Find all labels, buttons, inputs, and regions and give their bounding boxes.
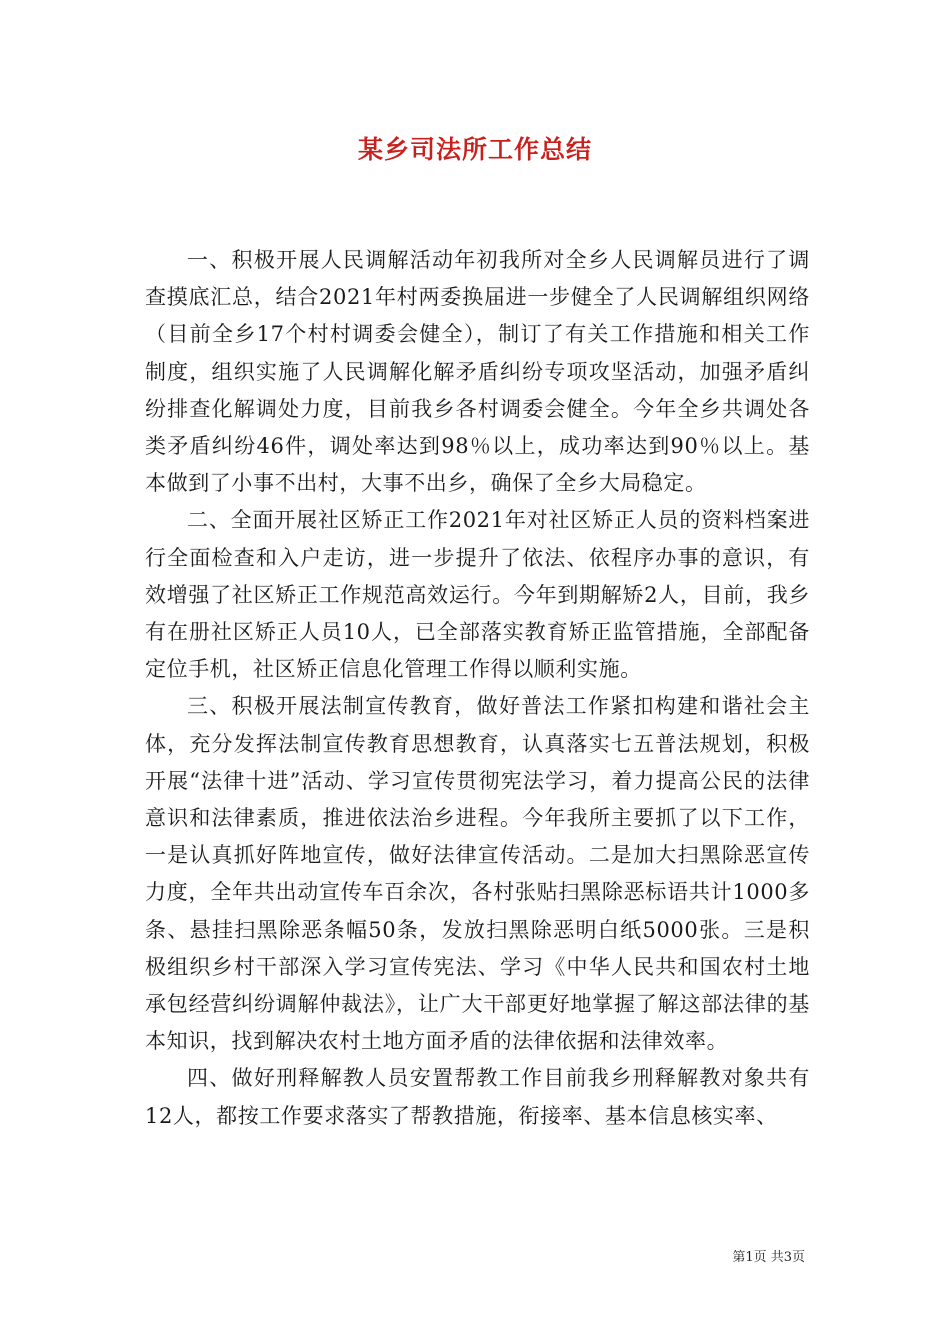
document-body: [145, 242, 810, 1135]
page-number-footer: 第1页 共3页: [732, 1250, 805, 1265]
paragraph-2: 二、全面开展社区矫正工作2021年对社区矫正人员的资料档案进行全面检查和入户走访，进一步提升了依法、依程序办事的意识，有效增强了社区矫正工作规范高效运行。今年到期解矫2人，目前，我乡有在册社区矫正人员10人，已全部落实教育矫正监管措施，全部配备定位手机，社区矫正信息化管理工作得以顺利实施。: [145, 508, 810, 682]
paragraph-3: 三、积极开展法制宣传教育，做好普法工作紧扣构建和谐社会主体，充分发挥法制宣传教育思想教育，认真落实七五普法规划，积极开展“法律十进”活动、学习宣传贯彻宪法学习，着力提高公民的法律意识和法律素质，推进依法治乡进程。今年我所主要抓了以下工作，一是认真抓好阵地宣传，做好法律宣传活动。二是加大扫黑除恶宣传力度，全年共出动宣传车百余次，各村张贴扫黑除恶标语共计1000多条、悬挂扫黑除恶条幅50条，发放扫黑除恶明白纸5000张。三是积极组织乡村干部深入学习宣传宪法、学习《中华人民共和国农村土地承包经营纠纷调解仲裁法》，让广大干部更好地掌握了解这部法律的基本知识，找到解决农村土地方面矛盾的法律依据和法律效率。: [145, 694, 810, 1054]
paragraph-1: 一、积极开展人民调解活动年初我所对全乡人民调解员进行了调查摸底汇总，结合2021年村两委换届进一步健全了人民调解组织网络（目前全乡17个村村调委会健全），制订了有关工作措施和相关工作制度，组织实施了人民调解化解矛盾纠纷专项攻坚活动，加强矛盾纠纷排查化解调处力度，目前我乡各村调委会健全。今年全乡共调处各类矛盾纠纷46件，调处率达到98％以上，成功率达到90％以上。基本做到了小事不出村，大事不出乡，确保了全乡大局稳定。: [145, 248, 810, 496]
document-title: 某乡司法所工作总结: [357, 135, 592, 164]
paragraph-4: 四、做好刑释解教人员安置帮教工作目前我乡刑释解教对象共有12人，都按工作要求落实了帮教措施，衔接率、基本信息核实率、: [145, 1066, 810, 1128]
